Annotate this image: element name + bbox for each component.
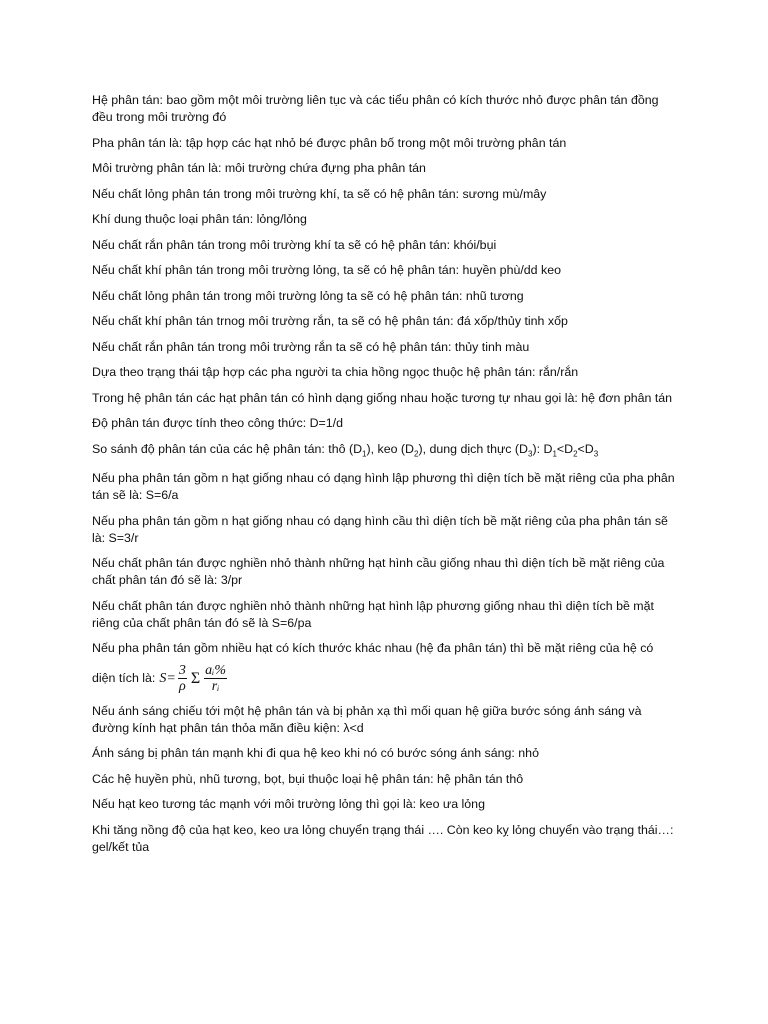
fraction-3-rho: $\frac{3}{\rho}$ — [178, 663, 186, 695]
paragraph-2: Pha phân tán là: tập hợp các hạt nhỏ bé được phân bố trong một môi trường phân tán — [92, 135, 567, 150]
paragraph-10: Nếu chất rắn phân tán trong môi trường rắn ta sẽ có hệ phân tán: thủy tinh màu — [92, 339, 530, 354]
paragraph-16: Nếu pha phân tán gồm n hạt giống nhau có dạng hình cầu thì diện tích bề mặt riêng của pha phân tán sẽ là: S=3/r — [92, 513, 668, 545]
formula-lead: diện tích là: — [92, 671, 156, 686]
paragraph-21: Nếu ánh sáng chiếu tới một hệ phân tán và bị phản xạ thì mối quan hệ giữa bước sóng ánh sáng và đường kính hạt phân tán thỏa mãn điều kiện: λ<d — [92, 703, 642, 735]
paragraph-17: Nếu chất phân tán được nghiền nhỏ thành những hạt hình cầu giống nhau thì diện tích bề mặt riêng của chất phân tán đó sẽ là: 3/pr — [92, 556, 665, 588]
paragraph-23: Các hệ huyền phù, nhũ tương, bọt, bụi thuộc loại hệ phân tán: hệ phân tán thô — [92, 771, 524, 786]
paragraph-9: Nếu chất khí phân tán trnog môi trường rắn, ta sẽ có hệ phân tán: đá xốp/thủy tinh xốp — [92, 314, 568, 328]
formula-line — [92, 663, 680, 694]
document-page — [92, 92, 680, 864]
paragraph-12: Trong hệ phân tán các hạt phân tán có hình dạng giống nhau hoặc tương tự nhau gọi là: hệ đơn phân tán — [92, 390, 673, 405]
paragraph-24: Nếu hạt keo tương tác mạnh với môi trường lỏng thì gọi là: keo ưa lỏng — [92, 797, 485, 812]
paragraph-7: Nếu chất khí phân tán trong môi trường lỏng, ta sẽ có hệ phân tán: huyền phù/dd keo — [92, 263, 561, 277]
paragraph-18: Nếu chất phân tán được nghiền nhỏ thành những hạt hình lập phương giống nhau thì diện tích bề mặt riêng của chất phân tán đó sẽ là S=6/pa — [92, 598, 654, 630]
paragraph-compare: So sánh độ phân tán của các hệ phân tán: thô $(D_1)$, keo $(D_2)$, dung dịch thực $(D_3)$: $D_1<D_2<D_3$ — [92, 441, 599, 458]
paragraph-25: Khi tăng nồng độ của hạt keo, keo ưa lỏng chuyển trạng thái …. Còn keo kỵ lỏng chuyển vào trạng thái…: gel/kết tủa — [92, 822, 674, 854]
paragraph-3: Môi trường phân tán là: môi trường chứa đựng pha phân tán — [92, 161, 426, 175]
paragraph-15: Nếu pha phân tán gồm n hạt giống nhau có dạng hình lập phương thì diện tích bề mặt riêng của pha phân tán sẽ là: S=6/a — [92, 471, 675, 503]
surface-area-formula — [159, 663, 229, 694]
paragraph-11: Dựa theo trạng thái tập hợp các pha người ta chia hồng ngọc thuộc hệ phân tán: rắn/rắn — [92, 365, 579, 379]
fraction-ai-ri: $\frac{\text{aᵢ\%}}{\text{rᵢ}}$ — [205, 663, 227, 695]
paragraph-22: Ánh sáng bị phân tán mạnh khi đi qua hệ keo khi nó có bước sóng ánh sáng: nhỏ — [92, 746, 539, 761]
paragraph-1: Hệ phân tán: bao gồm một môi trường liên tục và các tiểu phân có kích thước nhỏ được phân tán đồng đều trong môi trường đó — [92, 93, 659, 124]
paragraph-19: Nếu pha phân tán gồm nhiều hạt có kích thước khác nhau (hệ đa phân tán) thì bề mặt riêng của hệ có — [92, 641, 654, 656]
formula-lhs: S= — [159, 671, 176, 687]
paragraph-13: Độ phân tán được tính theo công thức: D=1/d — [92, 416, 344, 430]
paragraph-8: Nếu chất lỏng phân tán trong môi trường lỏng ta sẽ có hệ phân tán: nhũ tương — [92, 288, 524, 303]
paragraph-4: Nếu chất lỏng phân tán trong môi trường khí, ta sẽ có hệ phân tán: sương mù/mây — [92, 186, 547, 201]
paragraph-6: Nếu chất rắn phân tán trong môi trường khí ta sẽ có hệ phân tán: khói/bụi — [92, 237, 497, 252]
paragraph-5: Khí dung thuộc loại phân tán: lỏng/lỏng — [92, 212, 307, 226]
sigma-symbol: Σ — [190, 670, 201, 688]
